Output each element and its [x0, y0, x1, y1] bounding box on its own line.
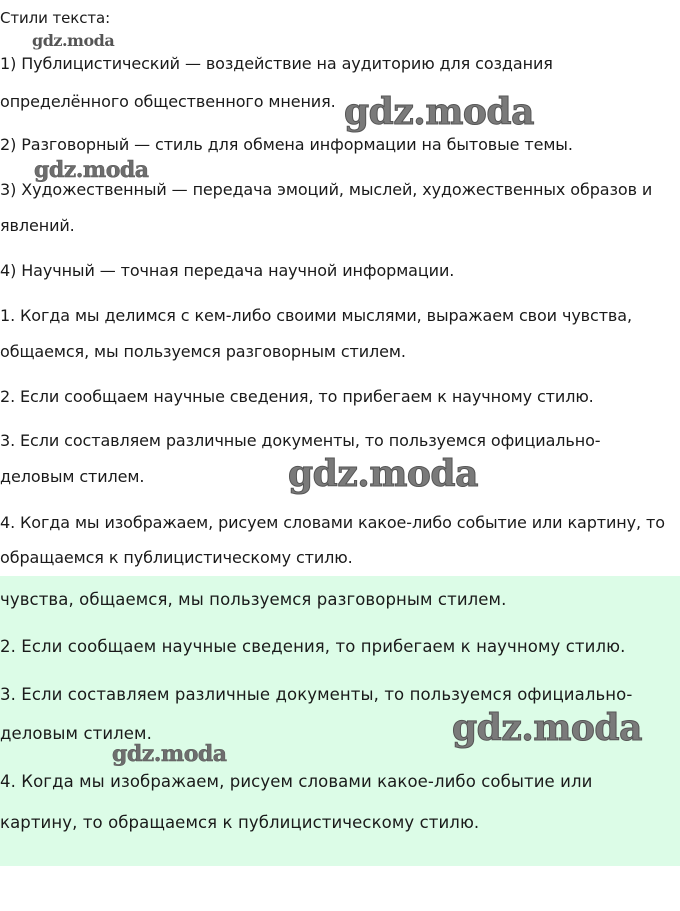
answer-line: 4. Когда мы изображаем, рисуем словами какое-либо событие или картину, то — [0, 513, 665, 532]
highlighted-line: 4. Когда мы изображаем, рисуем словами какое-либо событие или — [0, 772, 593, 791]
styles-list-line: определённого общественного мнения. — [0, 92, 336, 111]
highlighted-line: картину, то обращаемся к публицистическому стилю. — [0, 813, 480, 832]
styles-list-line: явлений. — [0, 216, 75, 235]
watermark-logo: gdz.moda — [288, 453, 478, 495]
answer-line: 3. Если составляем различные документы, то пользуемся официально- — [0, 431, 601, 450]
styles-list-line: 2) Разговорный — стиль для обмена информации на бытовые темы. — [0, 135, 573, 154]
answer-line: 2. Если сообщаем научные сведения, то прибегаем к научному стилю. — [0, 387, 594, 406]
watermark-logo: gdz.moda — [112, 741, 227, 767]
heading: Стили текста: — [0, 9, 111, 27]
highlighted-line: деловым стилем. — [0, 724, 152, 743]
watermark-logo: gdz.moda — [344, 91, 534, 133]
highlighted-line: 3. Если составляем различные документы, то пользуемся официально- — [0, 685, 633, 704]
highlighted-line: 2. Если сообщаем научные сведения, то прибегаем к научному стилю. — [0, 637, 626, 656]
answer-line: 1. Когда мы делимся с кем-либо своими мыслями, выражаем свои чувства, — [0, 306, 632, 325]
watermark-logo: gdz.moda — [32, 31, 115, 50]
styles-list-line: 1) Публицистический — воздействие на аудиторию для создания — [0, 54, 553, 73]
styles-list-line: 3) Художественный — передача эмоций, мыслей, художественных образов и — [0, 180, 653, 199]
answer-line: обращаемся к публицистическому стилю. — [0, 548, 353, 567]
answer-line: деловым стилем. — [0, 467, 145, 486]
highlighted-line: чувства, общаемся, мы пользуемся разговорным стилем. — [0, 590, 507, 609]
answer-line: общаемся, мы пользуемся разговорным стилем. — [0, 342, 406, 361]
watermark-logo: gdz.moda — [452, 707, 642, 749]
styles-list-line: 4) Научный — точная передача научной информации. — [0, 261, 455, 280]
watermark-logo: gdz.moda — [34, 157, 149, 183]
